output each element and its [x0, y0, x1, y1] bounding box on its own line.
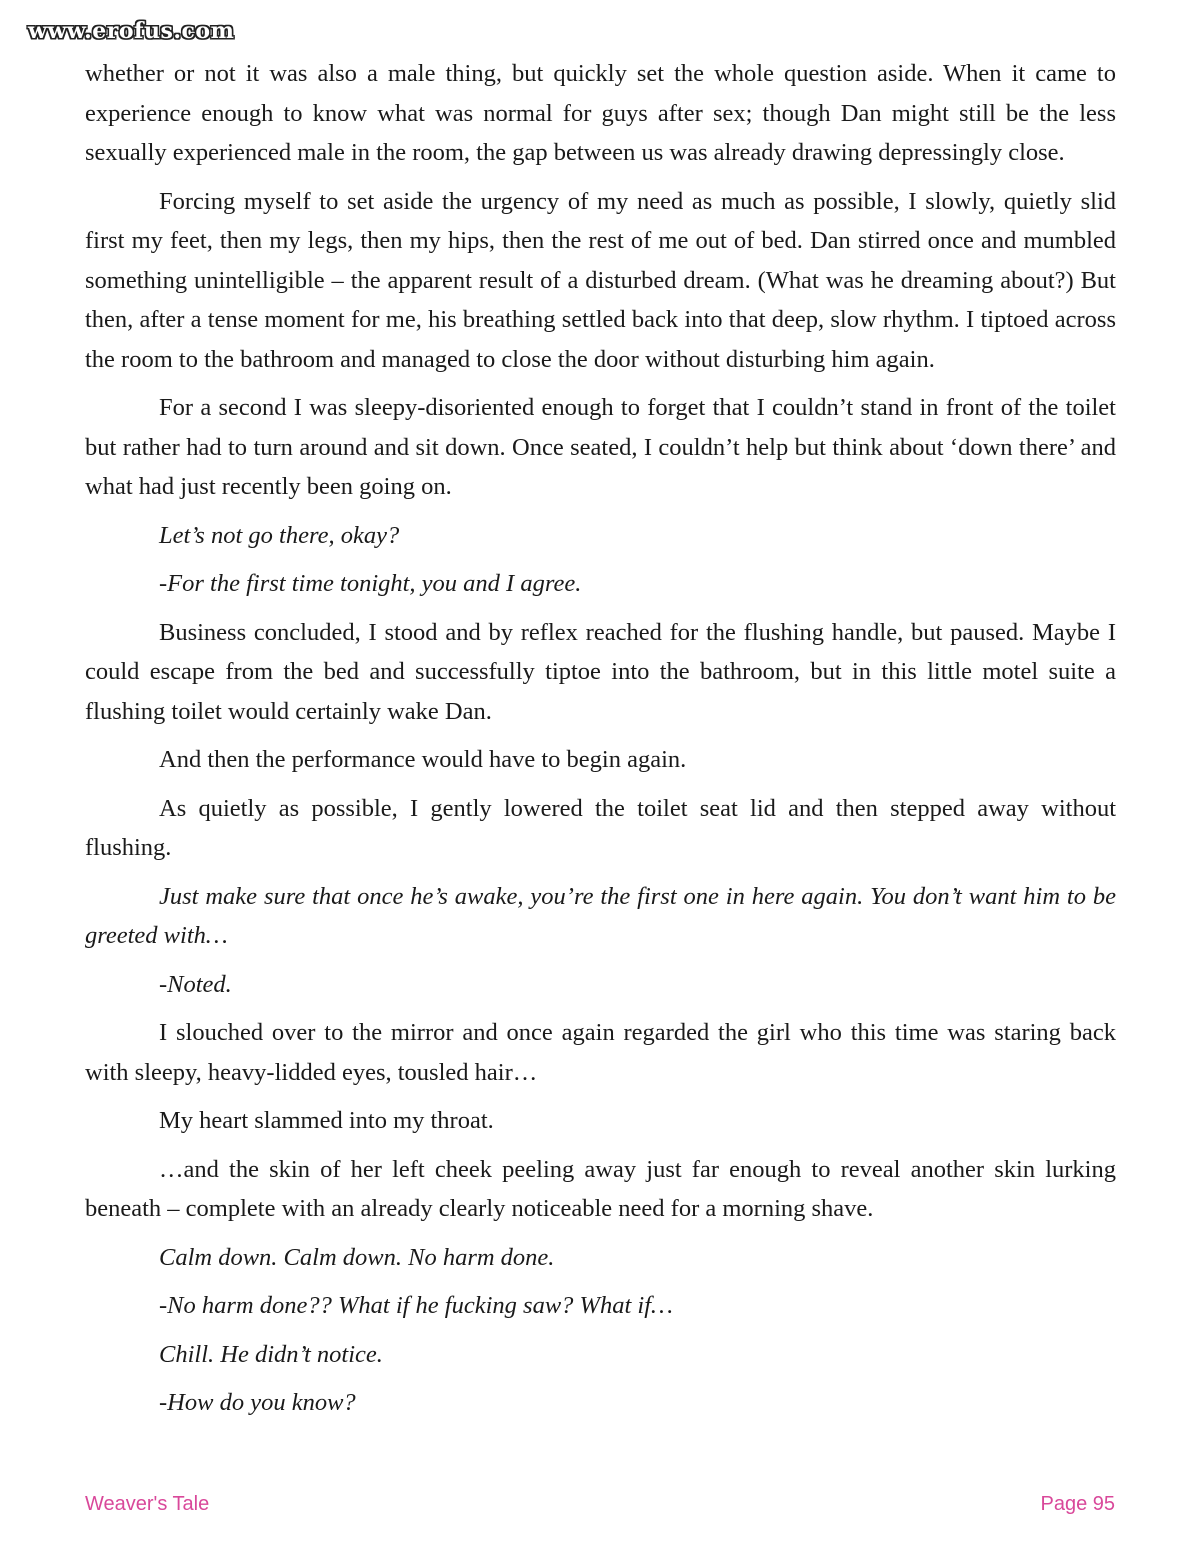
site-watermark: www.erofus.com	[28, 18, 235, 44]
thought-line: Calm down. Calm down. No harm done.	[159, 1243, 555, 1271]
thought-line: -No harm done?? What if he fucking saw? What if…	[159, 1292, 673, 1319]
footer-book-title: Weaver's Tale	[85, 1493, 210, 1515]
paragraph: …and the skin of her left cheek peeling away just far enough to reveal another skin lurking beneath – complete with an already clearly noticeable need for a morning shave.	[85, 1155, 1116, 1222]
paragraph: And then the performance would have to begin again.	[159, 746, 687, 773]
paragraph: My heart slammed into my throat.	[159, 1107, 494, 1134]
paragraph: As quietly as possible, I gently lowered the toilet seat lid and then stepped away without flushing.	[85, 794, 1116, 861]
paragraph: For a second I was sleepy-disoriented enough to forget that I couldn’t stand in front of the toilet but rather had to turn around and sit down. Once seated, I couldn’t help but think about ‘down there’ and what had just recently been going on.	[85, 394, 1116, 500]
paragraph: Business concluded, I stood and by reflex reached for the flushing handle, but paused. Maybe I could escape from the bed and successfully tiptoe into the bathroom, but in this little motel suite a flushing toilet would certainly wake Dan.	[85, 618, 1116, 725]
paragraph: I slouched over to the mirror and once again regarded the girl who this time was staring back with sleepy, heavy-lidded eyes, tousled hair…	[85, 1019, 1116, 1086]
thought-line: Chill. He didn’t notice.	[159, 1340, 383, 1368]
paragraph: whether or not it was also a male thing, but quickly set the whole question aside. When it came to experience enough to know what was normal for guys after sex; though Dan might still be the less sexually experienced male in the room, the gap between us was already drawing depressingly close.	[85, 60, 1116, 166]
thought-line: Just make sure that once he’s awake, you’re the first one in here again. You don’t want him to be greeted with…	[85, 882, 1116, 949]
thought-line: Let’s not go there, okay?	[159, 521, 400, 549]
footer-page-number: Page 95	[1040, 1493, 1115, 1515]
thought-line: -How do you know?	[159, 1389, 356, 1416]
thought-line: -Noted.	[159, 970, 232, 998]
thought-line: -For the first time tonight, you and I agree.	[159, 570, 582, 597]
paragraph: Forcing myself to set aside the urgency of my need as much as possible, I slowly, quietly slid first my feet, then my legs, then my hips, then the rest of me out of bed. Dan stirred once and mumbled something unintelligible – the apparent result of a disturbed dream. (What was he dreaming about?) But then, after a tense moment for me, his breathing settled back into that deep, slow rhythm. I tiptoed across the room to the bathroom and managed to close the door without disturbing him again.	[85, 187, 1116, 373]
page-body	[85, 54, 1116, 1432]
